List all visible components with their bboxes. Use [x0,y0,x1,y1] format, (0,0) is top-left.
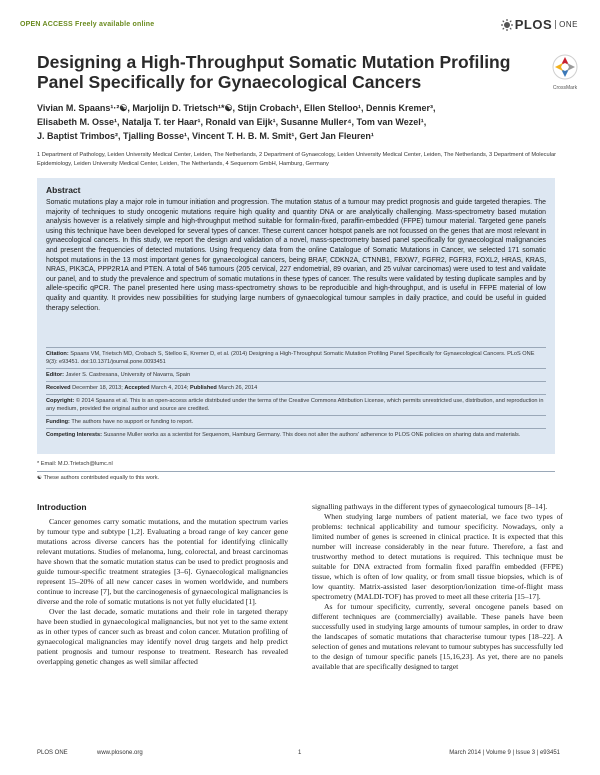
author-line: Vivian M. Spaans¹·²☯, Marjolijn D. Trietsch¹*☯, Stijn Crobach¹, Ellen Stelloo¹, Dennis Kremer³, [37,103,436,113]
editor-text: Javier S. Castresana, University of Navarra, Spain [65,372,191,378]
divider [46,381,546,382]
published-date: March 26, 2014 [218,385,258,391]
divider [46,347,546,348]
received-date: December 18, 2013; [72,385,123,391]
crossmark-badge[interactable] [549,54,581,91]
citation-text: Spaans VM, Trietsch MD, Crobach S, Stelloo E, Kremer D, et al. (2014) Designing a High-Throughput Somatic Mutation Profiling Panel Specifically for Gynaecological Cancers. PLoS ONE 9(3): e93451. doi:10.1371/journal.pone.0093451 [46,351,535,366]
copyright-label: Copyright: [46,398,75,404]
paragraph: Over the last decade, somatic mutations and their role in targeted therapy have been studied in gynaecological malignancies, but not yet to the same extent as in other types of cancer such as breast and colon cancer. Mutation profiling of gynaecological malignancies may identify novel drug targets and help predict patient prognosis and tumour response to treatment. Research has revealed overlapping genetic changes as well similar affected [37,607,288,666]
funding-text: The authors have no support or funding to report. [71,419,194,425]
paragraph: When studying large numbers of patient material, we face two types of problems: technical applicability and tumour specificity. Nowadays, only a limited number of genes is screened in clinical practice. It is expected that this number will increase considerably in the near future. Therefore, a fast and trustworthy method to detect mutations is required. This technique must be suitable for DNA extracted from formalin fixed paraffin embedded (FFPE) tissue, which is often of low quality, or from small tissue biopsies, which is of low quantity. Matrix-assisted laser desorption/ionization time-of-flight mass spectrometry (MALDI-TOF) has proved to meet all these criteria [15–17]. [312,512,563,601]
crossmark-label: CrossMark [552,85,578,91]
abstract-heading: Abstract [46,185,81,195]
paragraph: As for tumour specificity, currently, several oncogene panels based on different techniques are (commercially) available. These panels have been successfully used in studying large amounts of tumour samples, in order to draw the landscapes of somatic mutations that characterise tumour types [18–22]. A selection of genes and mutations relevant to tumour subtypes has successfully led to the design of tumour specific panels [15,16,23]. As yet, there are no panels available that are specifically designed to target [312,602,563,671]
journal-logo-text: PLOS [514,17,553,32]
editor [46,371,546,379]
equal-contribution-note: ☯ These authors contributed equally to this work. [37,475,160,481]
introduction-heading: Introduction [37,502,87,512]
divider [46,368,546,369]
right-column [312,502,563,672]
journal-logo-sub: ONE [555,20,578,29]
divider [46,394,546,395]
plos-sun-icon [501,19,513,31]
footer-issue: March 2014 | Volume 9 | Issue 3 | e93451 [449,750,560,756]
paragraph: Cancer genomes carry somatic mutations, and the mutation spectrum varies by tumour type and subtype [1,2]. Evaluating a broad range of key cancer gene mutations across diverse cancers has the potential for identifying clinically relevant mutations. Studies of melanoma, lung, colorectal, and breast carcinomas have shown that the somatic mutation status can be used to predict prognosis and guide tumour-specific treatment strategies [3–6]. Gynaecological malignancies represent 15–20% of all new cancer cases in women worldwide, and numbers continue to increase [7], but the carcinogenesis of gynaecological malignancies is diverse and the role of somatic mutations is not yet fully elucidated [1]. [37,517,288,606]
accepted-date: March 4, 2014; [151,385,189,391]
author-line: Elisabeth M. Osse¹, Natalja T. ter Haar¹, Ronald van Eijk¹, Susanne Muller⁴, Tom van Wezel¹, [37,117,427,127]
left-column [37,517,288,667]
copyright [46,397,546,414]
author-line: J. Baptist Trimbos², Tjalling Bosse¹, Vincent T. H. B. M. Smit¹, Gert Jan Fleuren¹ [37,131,374,141]
abstract-text: Somatic mutations play a major role in tumour initiation and progression. The mutation status of a tumour may predict prognosis and guide targeted therapies. The majority of techniques to study oncogenic mutations require high quality and quantity DNA or are analytically challenging. Mass-spectrometry based mutation analysis however is a relatively simple and high-throughput method suitable for formalin-fixed, paraffin-embedded (FFPE) tumour material. Targeted gene panels using this technique have been developed for several types of cancer. These current cancer hotspot panels are not focussed on the genes that are most relevant in gynaecological cancers. In this study, we report the design and validation of a novel, mass-spectrometry based panel specifically for gynaecological malignancies and present the frequencies of detected mutations. Using frequency data from the online Catalogue of Somatic Mutations in Cancer, we selected 171 somatic hotspot mutations in the 13 most important genes for gynaecological cancers, being BRAF, CDKN2A, CTNNB1, FBXW7, FGFR2, FGFR3, FOXL2, HRAS, KRAS, NRAS, PIK3CA, PPP2R1A and PTEN. A total of 546 tumours (205 cervical, 227 endometrial, 89 ovarian, and 25 vulvar carcinomas) were used to test and validate our panel, and to study the prevalence and spectrum of somatic mutations in these types of cancer. The results were validated by testing duplicate samples and by allele-specific qPCR. The panel presented here using mass-spectrometry shows to be reproducible and high-throughput, and is useful in FFPE material of low quality and quantity. It provides new possibilities for studying large numbers of gynaecological tumour samples in daily practice, and could be useful in guided therapy selection. [46,199,546,312]
competing-interests [46,431,546,439]
abstract-box [37,178,555,454]
divider [46,428,546,429]
copyright-text: © 2014 Spaans et al. This is an open-access article distributed under the terms of the Creative Commons Attribution License, which permits unrestricted use, distribution, and reproduction in any medium, provided the original author and source are credited. [46,398,544,413]
crossmark-icon [552,54,578,80]
dates [46,384,546,392]
open-access-text: OPEN ACCESS Freely available online [20,21,155,28]
footer-journal: PLOS ONE [37,750,68,756]
footer-url[interactable]: www.plosone.org [97,750,143,756]
funding-label: Funding: [46,419,70,425]
citation-label: Citation: [46,351,69,357]
divider [46,415,546,416]
affiliations: 1 Department of Pathology, Leiden University Medical Center, Leiden, The Netherlands, 2 Department of Gynaecology, Leiden University Medical Center, Leiden, The Netherlands, 3 Department of Molecular Epidemiology, Leiden University Medical Center, Leiden, The Netherlands, 4 Sequenom GmbH, Hamburg, Germany [37,152,557,167]
journal-logo [501,17,578,32]
paragraph: signalling pathways in the different types of gynaecological tumours [8–14]. [312,502,548,511]
funding [46,418,546,426]
author-list [37,101,557,143]
accepted-label: Accepted [124,385,150,391]
correspondence-email: * Email: M.D.Trietsch@lumc.nl [37,461,113,467]
page-number: 1 [298,750,302,756]
published-label: Published [190,385,217,391]
page-header [0,0,600,40]
editor-label: Editor: [46,372,65,378]
divider [37,471,555,472]
citation [46,350,546,367]
competing-label: Competing Interests: [46,432,102,438]
open-access-banner [20,21,154,28]
paper-title: Designing a High-Throughput Somatic Mutation Profiling Panel Specifically for Gynaecological Cancers [37,52,511,92]
received-label: Received [46,385,71,391]
competing-text: Susanne Muller works as a scientist for Sequenom, Hamburg Germany. This does not alter the authors' adherence to PLOS ONE policies on sharing data and materials. [103,432,521,438]
